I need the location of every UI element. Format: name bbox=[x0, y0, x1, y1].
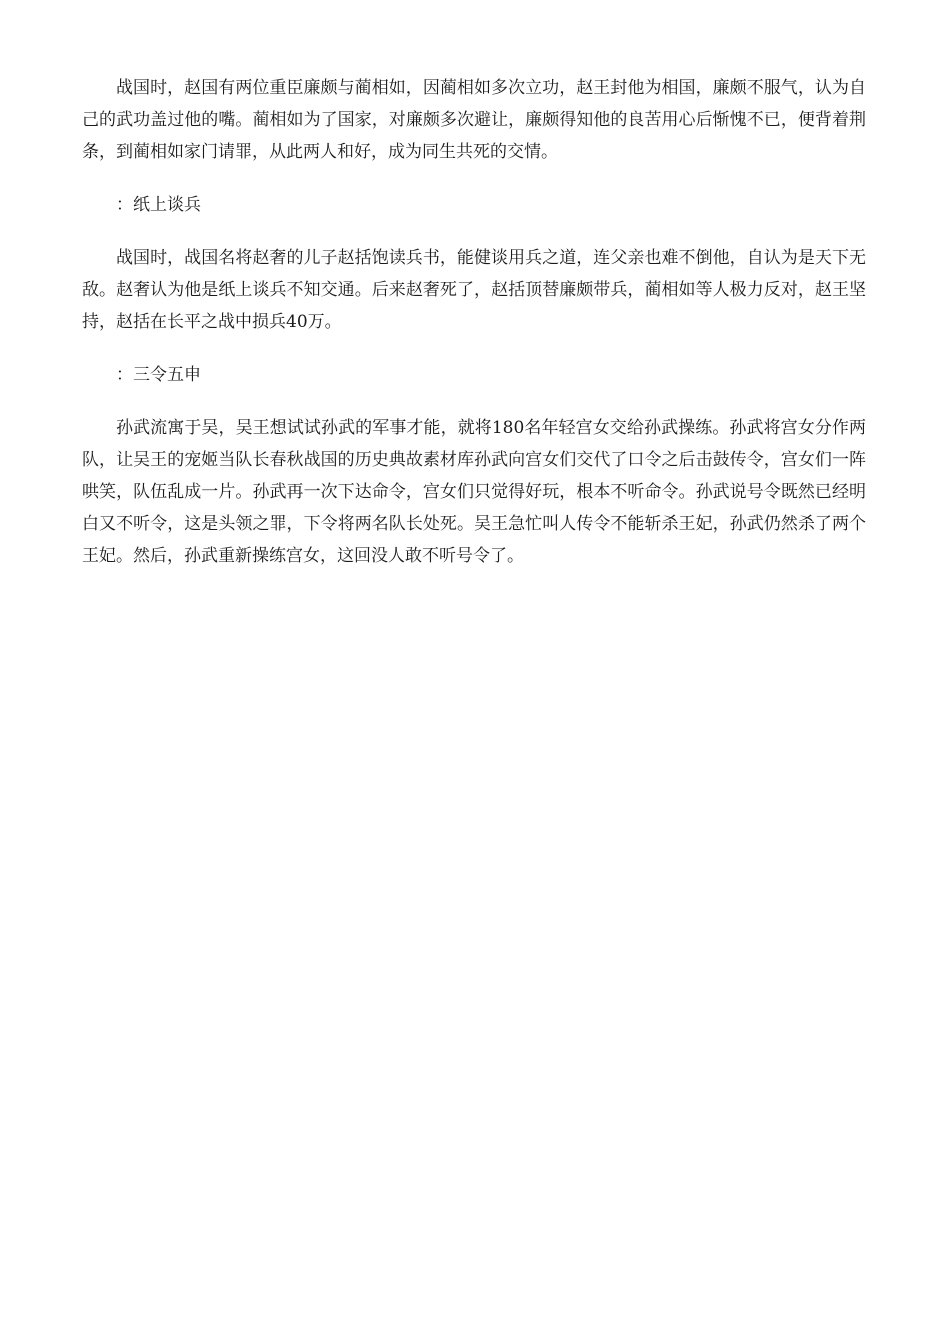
section-heading-sanling-wushen: ：三令五申 bbox=[116, 365, 201, 385]
paragraph-zhao-kuo: 战国时，战国名将赵奢的儿子赵括饱读兵书，能健谈用兵之道，连父亲也难不倒他，自认为是天下无敌。赵奢认为他是纸上谈兵不知交通。后来赵奢死了，赵括顶替廉颇带兵，蔺相如等人极力反对，赵王坚持，赵括在长平之战中损兵40万。 bbox=[82, 248, 866, 332]
document-body bbox=[82, 72, 866, 593]
paragraph-lianpo-lin-xiangru: 战国时，赵国有两位重臣廉颇与蔺相如，因蔺相如多次立功，赵王封他为相国，廉颇不服气，认为自己的武功盖过他的嘴。蔺相如为了国家，对廉颇多次避让，廉颇得知他的良苦用心后惭愧不已，便背着荆条，到蔺相如家门请罪，从此两人和好，成为同生共死的交情。 bbox=[82, 78, 866, 162]
section-heading-zhishang-tanbing: ：纸上谈兵 bbox=[116, 195, 201, 215]
paragraph-sun-wu: 孙武流寓于吴，吴王想试试孙武的军事才能，就将180名年轻宫女交给孙武操练。孙武将宫女分作两队，让吴王的宠姬当队长春秋战国的历史典故素材库孙武向宫女们交代了口令之后击鼓传令，宫女们一阵哄笑，队伍乱成一片。孙武再一次下达命令，宫女们只觉得好玩，根本不听命令。孙武说号令既然已经明白又不听令，这是头领之罪，下令将两名队长处死。吴王急忙叫人传令不能斩杀王妃，孙武仍然杀了两个王妃。然后，孙武重新操练宫女，这回没人敢不听号令了。 bbox=[82, 418, 866, 566]
